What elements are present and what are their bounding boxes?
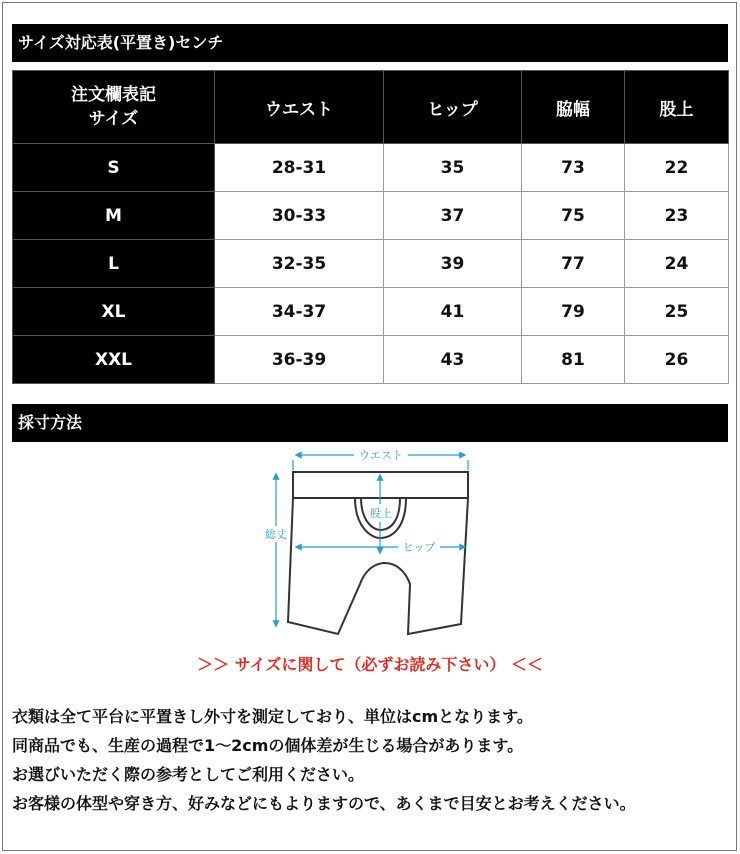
waist-cell: 34-37 — [215, 288, 384, 336]
measurement-method-title: 採寸方法 — [12, 404, 728, 442]
measurement-guides — [276, 455, 468, 626]
table-row — [13, 240, 729, 288]
hip-cell: 39 — [384, 240, 522, 288]
size-notice: ＞＞ サイズに関して（必ずお読み下さい） ＜＜ — [197, 655, 543, 674]
side-width-cell: 81 — [522, 336, 625, 384]
side-width-cell: 73 — [522, 144, 625, 192]
size-chart-title: サイズ対応表(平置き)センチ — [12, 24, 728, 62]
hip-cell: 41 — [384, 288, 522, 336]
rise-cell: 22 — [625, 144, 729, 192]
notes-paragraph — [12, 702, 732, 818]
table-row — [13, 336, 729, 384]
hip-cell: 35 — [384, 144, 522, 192]
hip-cell: 43 — [384, 336, 522, 384]
note-line: お選びいただく際の参考としてご利用ください。 — [12, 765, 365, 784]
rise-cell: 25 — [625, 288, 729, 336]
size-cell: M — [13, 192, 215, 240]
boxer-brief-diagram — [250, 444, 480, 642]
size-table — [12, 70, 729, 384]
size-cell: XXL — [13, 336, 215, 384]
length-label: 総丈 — [265, 528, 287, 541]
waist-label: ウエスト — [359, 449, 403, 462]
garment-outline — [288, 472, 468, 634]
note-line: 衣類は全て平台に平置きし外寸を測定しており、単位はcmとなります。 — [12, 707, 533, 726]
side-width-cell: 79 — [522, 288, 625, 336]
side-width-column-header: 脇幅 — [522, 71, 625, 144]
size-header-line2: サイズ — [88, 109, 139, 129]
table-row — [13, 144, 729, 192]
side-width-cell: 75 — [522, 192, 625, 240]
table-row — [13, 288, 729, 336]
size-cell: XL — [13, 288, 215, 336]
hip-column-header: ヒップ — [384, 71, 522, 144]
size-header-line1: 注文欄表記 — [71, 85, 156, 105]
rise-cell: 23 — [625, 192, 729, 240]
waist-cell: 36-39 — [215, 336, 384, 384]
table-header-row — [13, 71, 729, 144]
rise-cell: 24 — [625, 240, 729, 288]
hip-cell: 37 — [384, 192, 522, 240]
rise-column-header: 股上 — [625, 71, 729, 144]
size-cell: S — [13, 144, 215, 192]
hip-label: ヒップ — [402, 541, 436, 554]
table-row — [13, 192, 729, 240]
rise-cell: 26 — [625, 336, 729, 384]
waist-cell: 28-31 — [215, 144, 384, 192]
note-line: 同商品でも、生産の過程で1～2cmの個体差が生じる場合があります。 — [12, 736, 524, 755]
note-line: お客様の体型や穿き方、好みなどにもよりますので、あくまで目安とお考えください。 — [12, 794, 636, 813]
size-column-header — [13, 71, 215, 144]
size-cell: L — [13, 240, 215, 288]
waist-cell: 32-35 — [215, 240, 384, 288]
side-width-cell: 77 — [522, 240, 625, 288]
rise-label: 股上 — [370, 507, 392, 520]
waist-cell: 30-33 — [215, 192, 384, 240]
waist-column-header: ウエスト — [215, 71, 384, 144]
